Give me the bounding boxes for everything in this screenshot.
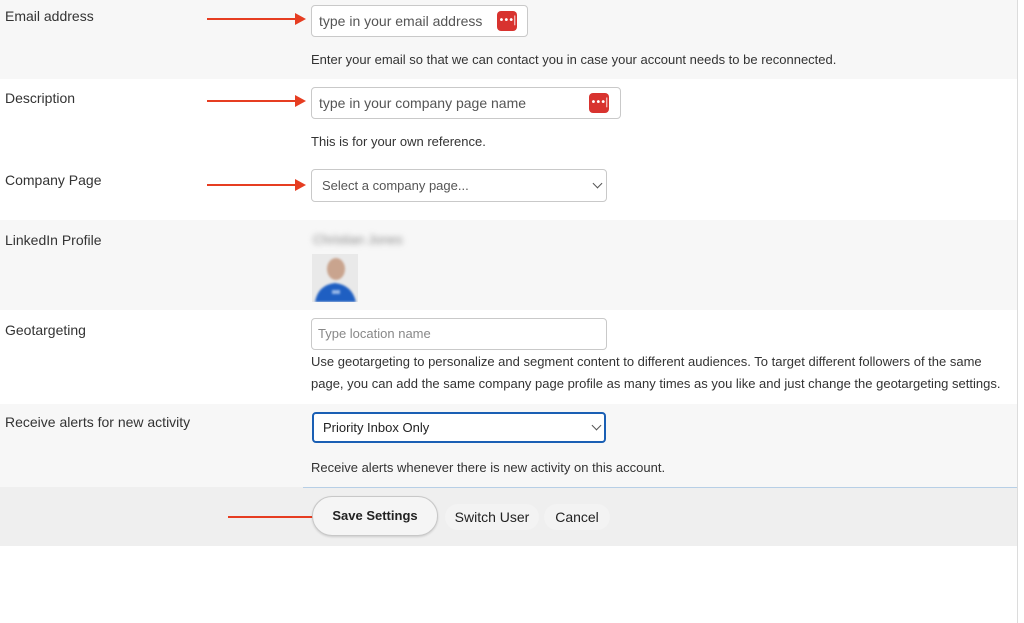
email-input-placeholder: type in your email address (319, 13, 483, 29)
description-label: Description (5, 90, 76, 106)
company-page-select-value: Select a company page... (322, 178, 469, 193)
description-input-placeholder: type in your company page name (319, 95, 527, 111)
geotargeting-label: Geotargeting (5, 322, 86, 338)
alerts-label: Receive alerts for new activity (5, 414, 191, 430)
linkedin-profile-avatar (312, 254, 358, 302)
alerts-select-value: Priority Inbox Only (323, 420, 430, 435)
annotation-arrow-save (228, 516, 316, 518)
geotargeting-help-line-1: Use geotargeting to personalize and segment content to different audiences. To target different followers of the same (311, 354, 982, 369)
linkedin-profile-row (0, 220, 1017, 310)
alerts-select[interactable] (312, 412, 606, 443)
company-page-label: Company Page (5, 172, 102, 188)
annotation-arrow-company-page (207, 184, 297, 186)
page-right-border (1017, 0, 1018, 623)
geotargeting-help-line-2: page, you can add the same company page profile as many times as you like and just change the geotargeting settings. (311, 376, 1001, 391)
chevron-down-icon (593, 179, 603, 189)
annotation-arrow-description (207, 100, 297, 102)
linkedin-profile-label: LinkedIn Profile (5, 232, 102, 248)
save-settings-button[interactable]: Save Settings (312, 496, 438, 536)
linkedin-profile-name: Christian Jones (313, 232, 403, 247)
email-help-text: Enter your email so that we can contact you in case your account needs to be reconnected. (311, 52, 837, 67)
cancel-button[interactable]: Cancel (544, 504, 610, 530)
email-input[interactable] (311, 5, 528, 37)
switch-user-button[interactable]: Switch User (445, 504, 539, 530)
annotation-arrow-email (207, 18, 297, 20)
description-help-text: This is for your own reference. (311, 134, 486, 149)
geotargeting-input[interactable] (311, 318, 607, 350)
actions-divider (303, 487, 1017, 488)
password-manager-icon[interactable]: •••| (589, 93, 609, 113)
alerts-help-text: Receive alerts whenever there is new activity on this account. (311, 460, 666, 475)
company-page-select[interactable] (311, 169, 607, 202)
email-label: Email address (5, 8, 94, 24)
description-input[interactable] (311, 87, 621, 119)
geotargeting-input-placeholder: Type location name (318, 326, 431, 341)
password-manager-icon[interactable]: •••| (497, 11, 517, 31)
chevron-down-icon (592, 421, 602, 431)
